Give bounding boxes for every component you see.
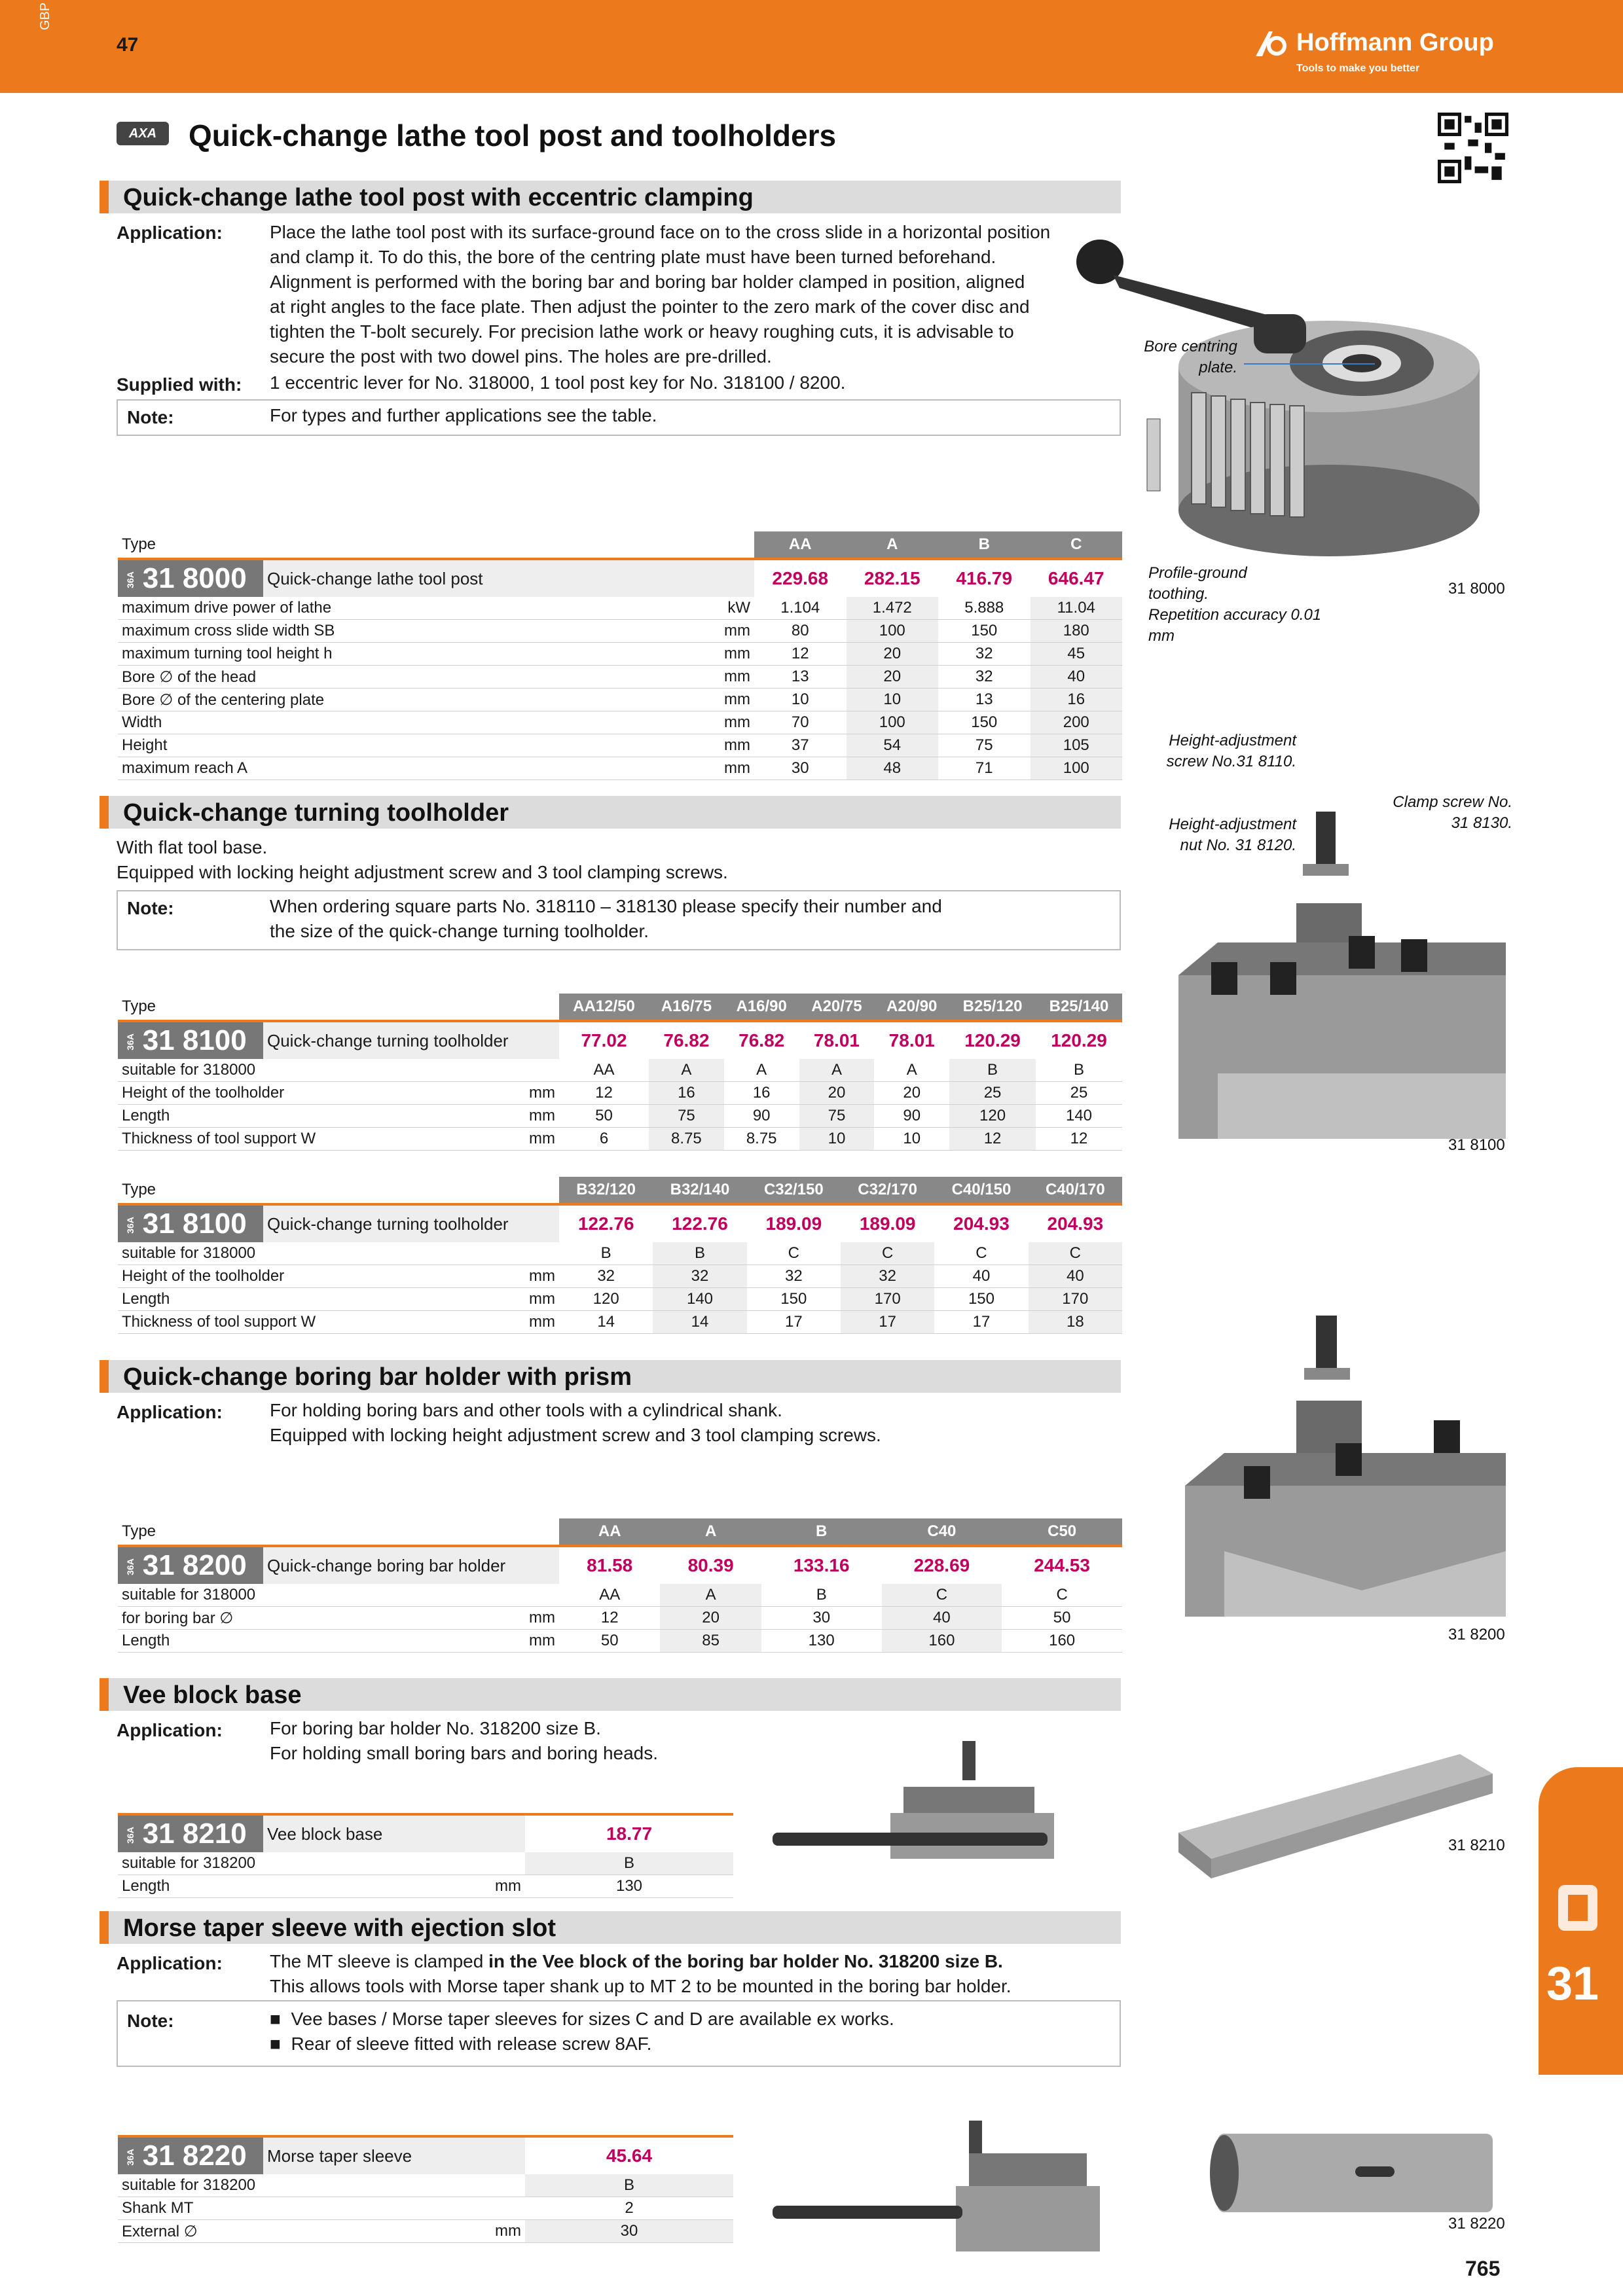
type-label: Type: [118, 531, 754, 559]
row-unit: [460, 1852, 525, 1875]
table-row: [118, 2197, 733, 2220]
boring-bar-holder-image: [1178, 1316, 1512, 1643]
table-row: [118, 666, 1122, 689]
row-label: Length: [118, 1288, 512, 1311]
note-label: Note:: [127, 2011, 174, 2031]
note-text: When ordering square parts No. 318110 – 318130 please specify their number and the size of the quick-change turning toolholder.: [270, 896, 942, 941]
note-label: Note:: [127, 898, 174, 918]
cell-value: 40: [1030, 666, 1123, 689]
table-318000: Type AA A B C 36A 31 8000 Quick-change lathe tool post 229.68 282.15 416.79 646.47 maximum drive power of lathe kW 1.104 1.472 5.888 11.04 maximum cross slide width SB mm 80 100 150 180 maximum turning tool height h mm 12 20 32 45 Bore ∅ of the head mm 13 20 32 40 Bore ∅ of the centering plate mm 10 10 13 16 Width mm 70 100 150 200 Height mm 37 54 75 105 maximum reach A mm 30 48 71 100: [118, 531, 1122, 780]
row-unit: kW: [669, 597, 754, 620]
price: 189.09: [765, 1213, 822, 1234]
axa-badge: AXA: [117, 122, 169, 145]
row-unit: mm: [512, 1265, 559, 1288]
cell-value: 12: [754, 643, 847, 666]
row-label: maximum reach A: [118, 757, 669, 780]
table-row: [118, 620, 1122, 643]
row-unit: mm: [512, 1311, 559, 1334]
cell-value: 10: [847, 689, 939, 711]
cell-value: 20: [660, 1607, 761, 1630]
cell-value: 11.04: [1030, 597, 1123, 620]
row-label: maximum turning tool height h: [118, 643, 669, 666]
row-unit: mm: [460, 1875, 525, 1898]
cell-value: 75: [649, 1105, 724, 1128]
row-label: Height: [118, 734, 669, 757]
table-body: [118, 1059, 1122, 1151]
cell-value: A: [874, 1059, 949, 1082]
row-unit: mm: [512, 1105, 559, 1128]
price: 81.58: [587, 1555, 633, 1575]
price: 77.02: [581, 1030, 627, 1050]
table-body: [118, 2174, 733, 2243]
note-text: For types and further applications see the table.: [270, 405, 657, 425]
tool-post-chapter-icon: [1552, 1878, 1604, 1937]
table-318210: [118, 1813, 733, 1898]
row-unit: [512, 1584, 559, 1607]
article-number: 36A 31 8220: [118, 2136, 263, 2174]
cell-value: 80: [754, 620, 847, 643]
cell-value: 32: [938, 643, 1030, 666]
cell-value: 100: [1030, 757, 1123, 780]
cell-value: 14: [653, 1311, 746, 1334]
article-number: 36A 31 8200: [118, 1546, 263, 1584]
table-body: [118, 1852, 733, 1898]
row-label: suitable for 318200: [118, 1852, 460, 1875]
qr-code-icon[interactable]: [1438, 113, 1508, 183]
supplied-label: Supplied with:: [117, 374, 242, 395]
section-header-vee-block: [100, 1678, 1121, 1711]
section-title: Quick-change lathe tool post with eccentric clamping: [123, 184, 754, 211]
cell-value: 200: [1030, 711, 1123, 734]
price: 189.09: [859, 1213, 916, 1234]
type-label: Type: [118, 1177, 559, 1204]
cell-value: C: [934, 1242, 1028, 1265]
article-number: 36A 31 8100: [118, 1021, 263, 1059]
application-label: Application:: [117, 1402, 223, 1422]
price: 204.93: [1047, 1213, 1104, 1234]
row-label: suitable for 318000: [118, 1059, 512, 1082]
cell-value: 170: [841, 1288, 934, 1311]
cell-value: 13: [938, 689, 1030, 711]
table-row: [118, 734, 1122, 757]
cell-value: 5.888: [938, 597, 1030, 620]
table-row: [118, 1875, 733, 1898]
cell-value: 12: [559, 1082, 649, 1105]
cell-value: 37: [754, 734, 847, 757]
price: 244.53: [1034, 1555, 1090, 1575]
row-label: Length: [118, 1875, 460, 1898]
cell-value: C: [1002, 1584, 1122, 1607]
cell-value: 120: [559, 1288, 653, 1311]
table-row: [118, 1082, 1122, 1105]
price: 122.76: [672, 1213, 728, 1234]
cell-value: 16: [1030, 689, 1123, 711]
cell-value: 14: [559, 1311, 653, 1334]
cell-value: 50: [559, 1105, 649, 1128]
cell-value: 54: [847, 734, 939, 757]
cell-value: 8.75: [649, 1128, 724, 1151]
cell-value: 40: [934, 1265, 1028, 1288]
cell-value: A: [799, 1059, 875, 1082]
section-title: Quick-change boring bar holder with prism: [123, 1363, 632, 1391]
cell-value: 8.75: [724, 1128, 799, 1151]
cell-value: C: [747, 1242, 841, 1265]
supplied-text: 1 eccentric lever for No. 318000, 1 tool post key for No. 318100 / 8200.: [270, 372, 846, 393]
art-ref-318220: 31 8220: [1448, 2215, 1505, 2233]
row-label: External ∅: [118, 2220, 460, 2243]
table-row: [118, 757, 1122, 780]
cell-value: B: [525, 1852, 733, 1875]
cell-value: 30: [525, 2220, 733, 2243]
cell-value: AA: [559, 1059, 649, 1082]
cell-value: 32: [747, 1265, 841, 1288]
cell-value: 10: [754, 689, 847, 711]
table-row: [118, 1265, 1122, 1288]
cell-value: B: [653, 1242, 746, 1265]
cell-value: 105: [1030, 734, 1123, 757]
article-description: Quick-change turning toolholder: [263, 1204, 559, 1242]
cell-value: 25: [1036, 1082, 1122, 1105]
cell-value: 25: [949, 1082, 1036, 1105]
table-318100-b: Type B32/120 B32/140 C32/150 C32/170 C40/150 C40/170 36A 31 8100 Quick-change turning toolholder 122.76 122.76 189.09 189.09 204.93 204.93 suitable for 318000 B B C C C C Height of the toolholder mm 32 32 32 32 40 40 Length mm 120 140 150 170 150 170 Thickness of tool support W mm 14 14 17 17 17 18: [118, 1177, 1122, 1334]
cell-value: 2: [525, 2197, 733, 2220]
table-row: [118, 1059, 1122, 1082]
cell-value: B: [949, 1059, 1036, 1082]
cell-value: 6: [559, 1128, 649, 1151]
row-label: Thickness of tool support W: [118, 1128, 512, 1151]
morse-sleeve-in-holder-image: [773, 2121, 1100, 2265]
cell-value: 100: [847, 711, 939, 734]
table-body: [118, 1584, 1122, 1653]
cell-value: 10: [799, 1128, 875, 1151]
table-row: [118, 1242, 1122, 1265]
bore-centring-pointer: [1244, 363, 1375, 365]
cell-value: 120: [949, 1105, 1036, 1128]
cell-value: 130: [761, 1630, 882, 1653]
cell-value: 90: [724, 1105, 799, 1128]
row-unit: [512, 1059, 559, 1082]
cell-value: 150: [747, 1288, 841, 1311]
cell-value: A: [724, 1059, 799, 1082]
row-label: Shank MT: [118, 2197, 460, 2220]
application-label: Application:: [117, 223, 223, 243]
article-description: Quick-change lathe tool post: [263, 559, 754, 597]
article-number: 36A 31 8210: [118, 1814, 263, 1852]
table-row: [118, 1128, 1122, 1151]
article-description: Quick-change boring bar holder: [263, 1546, 559, 1584]
caption-height-nut: Height-adjustment nut No. 31 8120.: [1169, 816, 1296, 854]
tool-post-image: [1074, 223, 1493, 589]
row-label: Height of the toolholder: [118, 1082, 512, 1105]
cell-value: 140: [653, 1288, 746, 1311]
cell-value: 12: [559, 1607, 660, 1630]
price: 120.29: [1051, 1030, 1107, 1050]
page-title: Quick-change lathe tool post and toolholders: [189, 118, 837, 152]
cell-value: 1.104: [754, 597, 847, 620]
cell-value: C: [1029, 1242, 1122, 1265]
section-header-tool-post: [100, 181, 1121, 213]
article-description: Quick-change turning toolholder: [263, 1021, 559, 1059]
cell-value: 17: [747, 1311, 841, 1334]
cell-value: B: [525, 2174, 733, 2197]
art-ref-318000: 31 8000: [1448, 580, 1505, 598]
section-title: Vee block base: [123, 1681, 302, 1709]
price: 78.01: [888, 1030, 935, 1050]
cell-value: 32: [841, 1265, 934, 1288]
row-unit: mm: [669, 643, 754, 666]
row-label: suitable for 318000: [118, 1242, 512, 1265]
page-number: 765: [1465, 2257, 1501, 2280]
cell-value: 10: [874, 1128, 949, 1151]
table-body: [118, 1242, 1122, 1334]
application-label: Application:: [117, 1953, 223, 1973]
cell-value: 18: [1029, 1311, 1122, 1334]
section-header-turning-toolholder: [100, 796, 1121, 829]
cell-value: 48: [847, 757, 939, 780]
application-text: For holding boring bars and other tools with a cylindrical shank. Equipped with locking height adjustment screw and 3 tool clamping screws.: [270, 1400, 881, 1445]
row-unit: mm: [669, 711, 754, 734]
cell-value: C: [882, 1584, 1002, 1607]
cell-value: 85: [660, 1630, 761, 1653]
cell-value: 75: [938, 734, 1030, 757]
cell-value: C: [841, 1242, 934, 1265]
cell-value: 17: [934, 1311, 1028, 1334]
hoffmann-logo-icon: [1250, 27, 1292, 60]
cell-value: 32: [938, 666, 1030, 689]
table-318200: Type AA A B C40 C50 36A 31 8200 Quick-change boring bar holder 81.58 80.39 133.16 228.69 244.53 suitable for 318000 AA A B C C for boring bar ∅ mm 12 20 30 40 50 Length mm 50 85 130 160 160: [118, 1518, 1122, 1653]
caption-bore-centring: Bore centring plate.: [1144, 338, 1237, 376]
cell-value: 20: [874, 1082, 949, 1105]
price: 120.29: [964, 1030, 1021, 1050]
table-row: [118, 1852, 733, 1875]
price: 45.64: [606, 2145, 653, 2166]
article-number: 36A 31 8100: [118, 1204, 263, 1242]
cell-value: 170: [1029, 1288, 1122, 1311]
caption-profile-ground: Profile-ground toothing. Repetition accuracy 0.01 mm: [1148, 564, 1322, 645]
row-label: suitable for 318200: [118, 2174, 460, 2197]
application-text: The MT sleeve is clamped in the Vee block of the boring bar holder No. 318200 size B. This allows tools with Morse taper shank up to MT 2 to be mounted in the boring bar holder.: [270, 1951, 1012, 1996]
cell-value: A: [649, 1059, 724, 1082]
row-unit: mm: [512, 1630, 559, 1653]
type-label: Type: [118, 994, 559, 1021]
row-label: suitable for 318000: [118, 1584, 512, 1607]
row-unit: mm: [669, 757, 754, 780]
bullet-icon: ■: [270, 2034, 281, 2054]
cell-value: 1.472: [847, 597, 939, 620]
price: 76.82: [739, 1030, 785, 1050]
row-unit: mm: [669, 734, 754, 757]
section-title: Quick-change turning toolholder: [123, 799, 509, 827]
cell-value: 45: [1030, 643, 1123, 666]
chapter-number: 31: [1546, 1958, 1599, 2010]
cell-value: 130: [525, 1875, 733, 1898]
brand-name: Hoffmann Group: [1296, 29, 1494, 56]
price: 80.39: [687, 1555, 734, 1575]
cell-value: 100: [847, 620, 939, 643]
table-row: [118, 689, 1122, 711]
cell-value: B: [761, 1584, 882, 1607]
article-description: Morse taper sleeve: [263, 2136, 525, 2174]
vee-block-image: [1172, 1741, 1499, 1885]
cell-value: A: [660, 1584, 761, 1607]
side-code: GBP: [38, 2, 52, 30]
type-label: Type: [118, 1518, 559, 1546]
cell-value: AA: [559, 1584, 660, 1607]
row-unit: [460, 2174, 525, 2197]
row-unit: [512, 1242, 559, 1265]
table-row: [118, 1311, 1122, 1334]
caption-clamp-screw: Clamp screw No. 31 8130.: [1393, 793, 1512, 832]
table-318100-a: Type AA12/50 A16/75 A16/90 A20/75 A20/90 B25/120 B25/140 36A 31 8100 Quick-change turning toolholder 77.02 76.82 76.82 78.01 78.01 120.29 120.29 suitable for 318000 AA A A A A B B Height of the toolholder mm 12 16 16 20 20 25 25 Length mm 50 75 90 75 90 120 140 Thickness of tool support W mm 6 8.75 8.75 10 10 12 12: [118, 994, 1122, 1151]
cell-value: 32: [559, 1265, 653, 1288]
price: 78.01: [813, 1030, 860, 1050]
table-row: [118, 1288, 1122, 1311]
cell-value: 150: [934, 1288, 1028, 1311]
brand-tagline: Tools to make you better: [1296, 63, 1420, 74]
price: 646.47: [1048, 568, 1104, 588]
caption-height-screw: Height-adjustment screw No.31 8110.: [1166, 732, 1296, 770]
price: 18.77: [606, 1823, 653, 1844]
price: 229.68: [772, 568, 829, 588]
table-row: [118, 711, 1122, 734]
cell-value: 20: [847, 643, 939, 666]
table-row: [118, 597, 1122, 620]
row-label: Height of the toolholder: [118, 1265, 512, 1288]
price: 76.82: [663, 1030, 710, 1050]
application-label: Application:: [117, 1720, 223, 1740]
cell-value: 32: [653, 1265, 746, 1288]
price: 204.93: [953, 1213, 1010, 1234]
row-unit: mm: [512, 1607, 559, 1630]
cell-value: 40: [1029, 1265, 1122, 1288]
cell-value: 150: [938, 711, 1030, 734]
cell-value: 17: [841, 1311, 934, 1334]
table-row: [118, 643, 1122, 666]
cell-value: 12: [949, 1128, 1036, 1151]
cell-value: 50: [1002, 1607, 1122, 1630]
row-unit: [460, 2197, 525, 2220]
art-ref-318200: 31 8200: [1448, 1626, 1505, 1643]
cell-value: 150: [938, 620, 1030, 643]
row-label: Length: [118, 1630, 512, 1653]
row-unit: mm: [460, 2220, 525, 2243]
price: 122.76: [577, 1213, 634, 1234]
application-text: Place the lathe tool post with its surface-ground face on to the cross slide in a horizontal position and clamp it. To do this, the bore of the centring plate must have been turned beforehand. Alignment is performed with the boring bar and boring bar holder clamped in position, aligned at right angles to the face plate. Then adjust the pointer to the zero mark of the cover disc and tighten the T-bolt securely. For precision lathe work or heavy roughing cuts, it is advisable to secure the post with two dowel pins. The holes are pre-drilled.: [270, 222, 1051, 367]
section-header-boring-bar-holder: [100, 1360, 1121, 1393]
cell-value: 160: [882, 1630, 1002, 1653]
table-row: [118, 1584, 1122, 1607]
table-row: [118, 2174, 733, 2197]
morse-sleeve-image: [1198, 2121, 1512, 2225]
art-ref-318100: 31 8100: [1448, 1136, 1505, 1154]
cell-value: 16: [649, 1082, 724, 1105]
article-description: Vee block base: [263, 1814, 525, 1852]
table-row: [118, 2220, 733, 2243]
price: 228.69: [913, 1555, 970, 1575]
row-unit: mm: [512, 1128, 559, 1151]
price: 133.16: [793, 1555, 850, 1575]
row-unit: mm: [669, 666, 754, 689]
cell-value: 12: [1036, 1128, 1122, 1151]
table-row: [118, 1630, 1122, 1653]
table-318220: [118, 2135, 733, 2243]
cell-value: 30: [754, 757, 847, 780]
row-label: Thickness of tool support W: [118, 1311, 512, 1334]
brand-logo[interactable]: [1250, 25, 1512, 77]
row-unit: mm: [669, 620, 754, 643]
article-number: 36A 31 8000: [118, 559, 263, 597]
cell-value: 90: [874, 1105, 949, 1128]
cell-value: 140: [1036, 1105, 1122, 1128]
table-body: [118, 597, 1122, 780]
cell-value: 16: [724, 1082, 799, 1105]
row-label: Width: [118, 711, 669, 734]
cell-value: 180: [1030, 620, 1123, 643]
cell-value: 160: [1002, 1630, 1122, 1653]
intro-text: With flat tool base. Equipped with locking height adjustment screw and 3 tool clamping screws.: [117, 837, 728, 882]
price: 416.79: [956, 568, 1013, 588]
row-unit: mm: [512, 1288, 559, 1311]
vee-block-in-holder-image: [773, 1741, 1100, 1898]
row-label: Bore ∅ of the head: [118, 666, 669, 689]
cell-value: 71: [938, 757, 1030, 780]
table-row: [118, 1607, 1122, 1630]
cell-value: 70: [754, 711, 847, 734]
cell-value: B: [1036, 1059, 1122, 1082]
cell-value: 75: [799, 1105, 875, 1128]
row-label: maximum drive power of lathe: [118, 597, 669, 620]
row-label: Bore ∅ of the centering plate: [118, 689, 669, 711]
section-header-morse-sleeve: [100, 1911, 1121, 1944]
cell-value: 20: [847, 666, 939, 689]
cell-value: B: [559, 1242, 653, 1265]
bullet-icon: ■: [270, 2009, 281, 2029]
art-ref-318210: 31 8210: [1448, 1837, 1505, 1854]
turning-toolholder-image: [1172, 812, 1512, 1165]
row-unit: mm: [669, 689, 754, 711]
row-label: for boring bar ∅: [118, 1607, 512, 1630]
row-label: Length: [118, 1105, 512, 1128]
cell-value: 50: [559, 1630, 660, 1653]
row-unit: mm: [512, 1082, 559, 1105]
cell-value: 40: [882, 1607, 1002, 1630]
note-label: Note:: [127, 407, 174, 427]
note-bullets: ■ Vee bases / Morse taper sleeves for sizes C and D are available ex works. ■ Rear of sleeve fitted with release screw 8AF.: [270, 2009, 894, 2054]
section-title: Morse taper sleeve with ejection slot: [123, 1914, 556, 1942]
application-text: For boring bar holder No. 318200 size B. For holding small boring bars and boring heads.: [270, 1718, 659, 1763]
row-label: maximum cross slide width SB: [118, 620, 669, 643]
catalogue-page-number: 47: [117, 34, 139, 56]
price: 282.15: [864, 568, 921, 588]
cell-value: 13: [754, 666, 847, 689]
table-row: [118, 1105, 1122, 1128]
cell-value: 20: [799, 1082, 875, 1105]
cell-value: 30: [761, 1607, 882, 1630]
